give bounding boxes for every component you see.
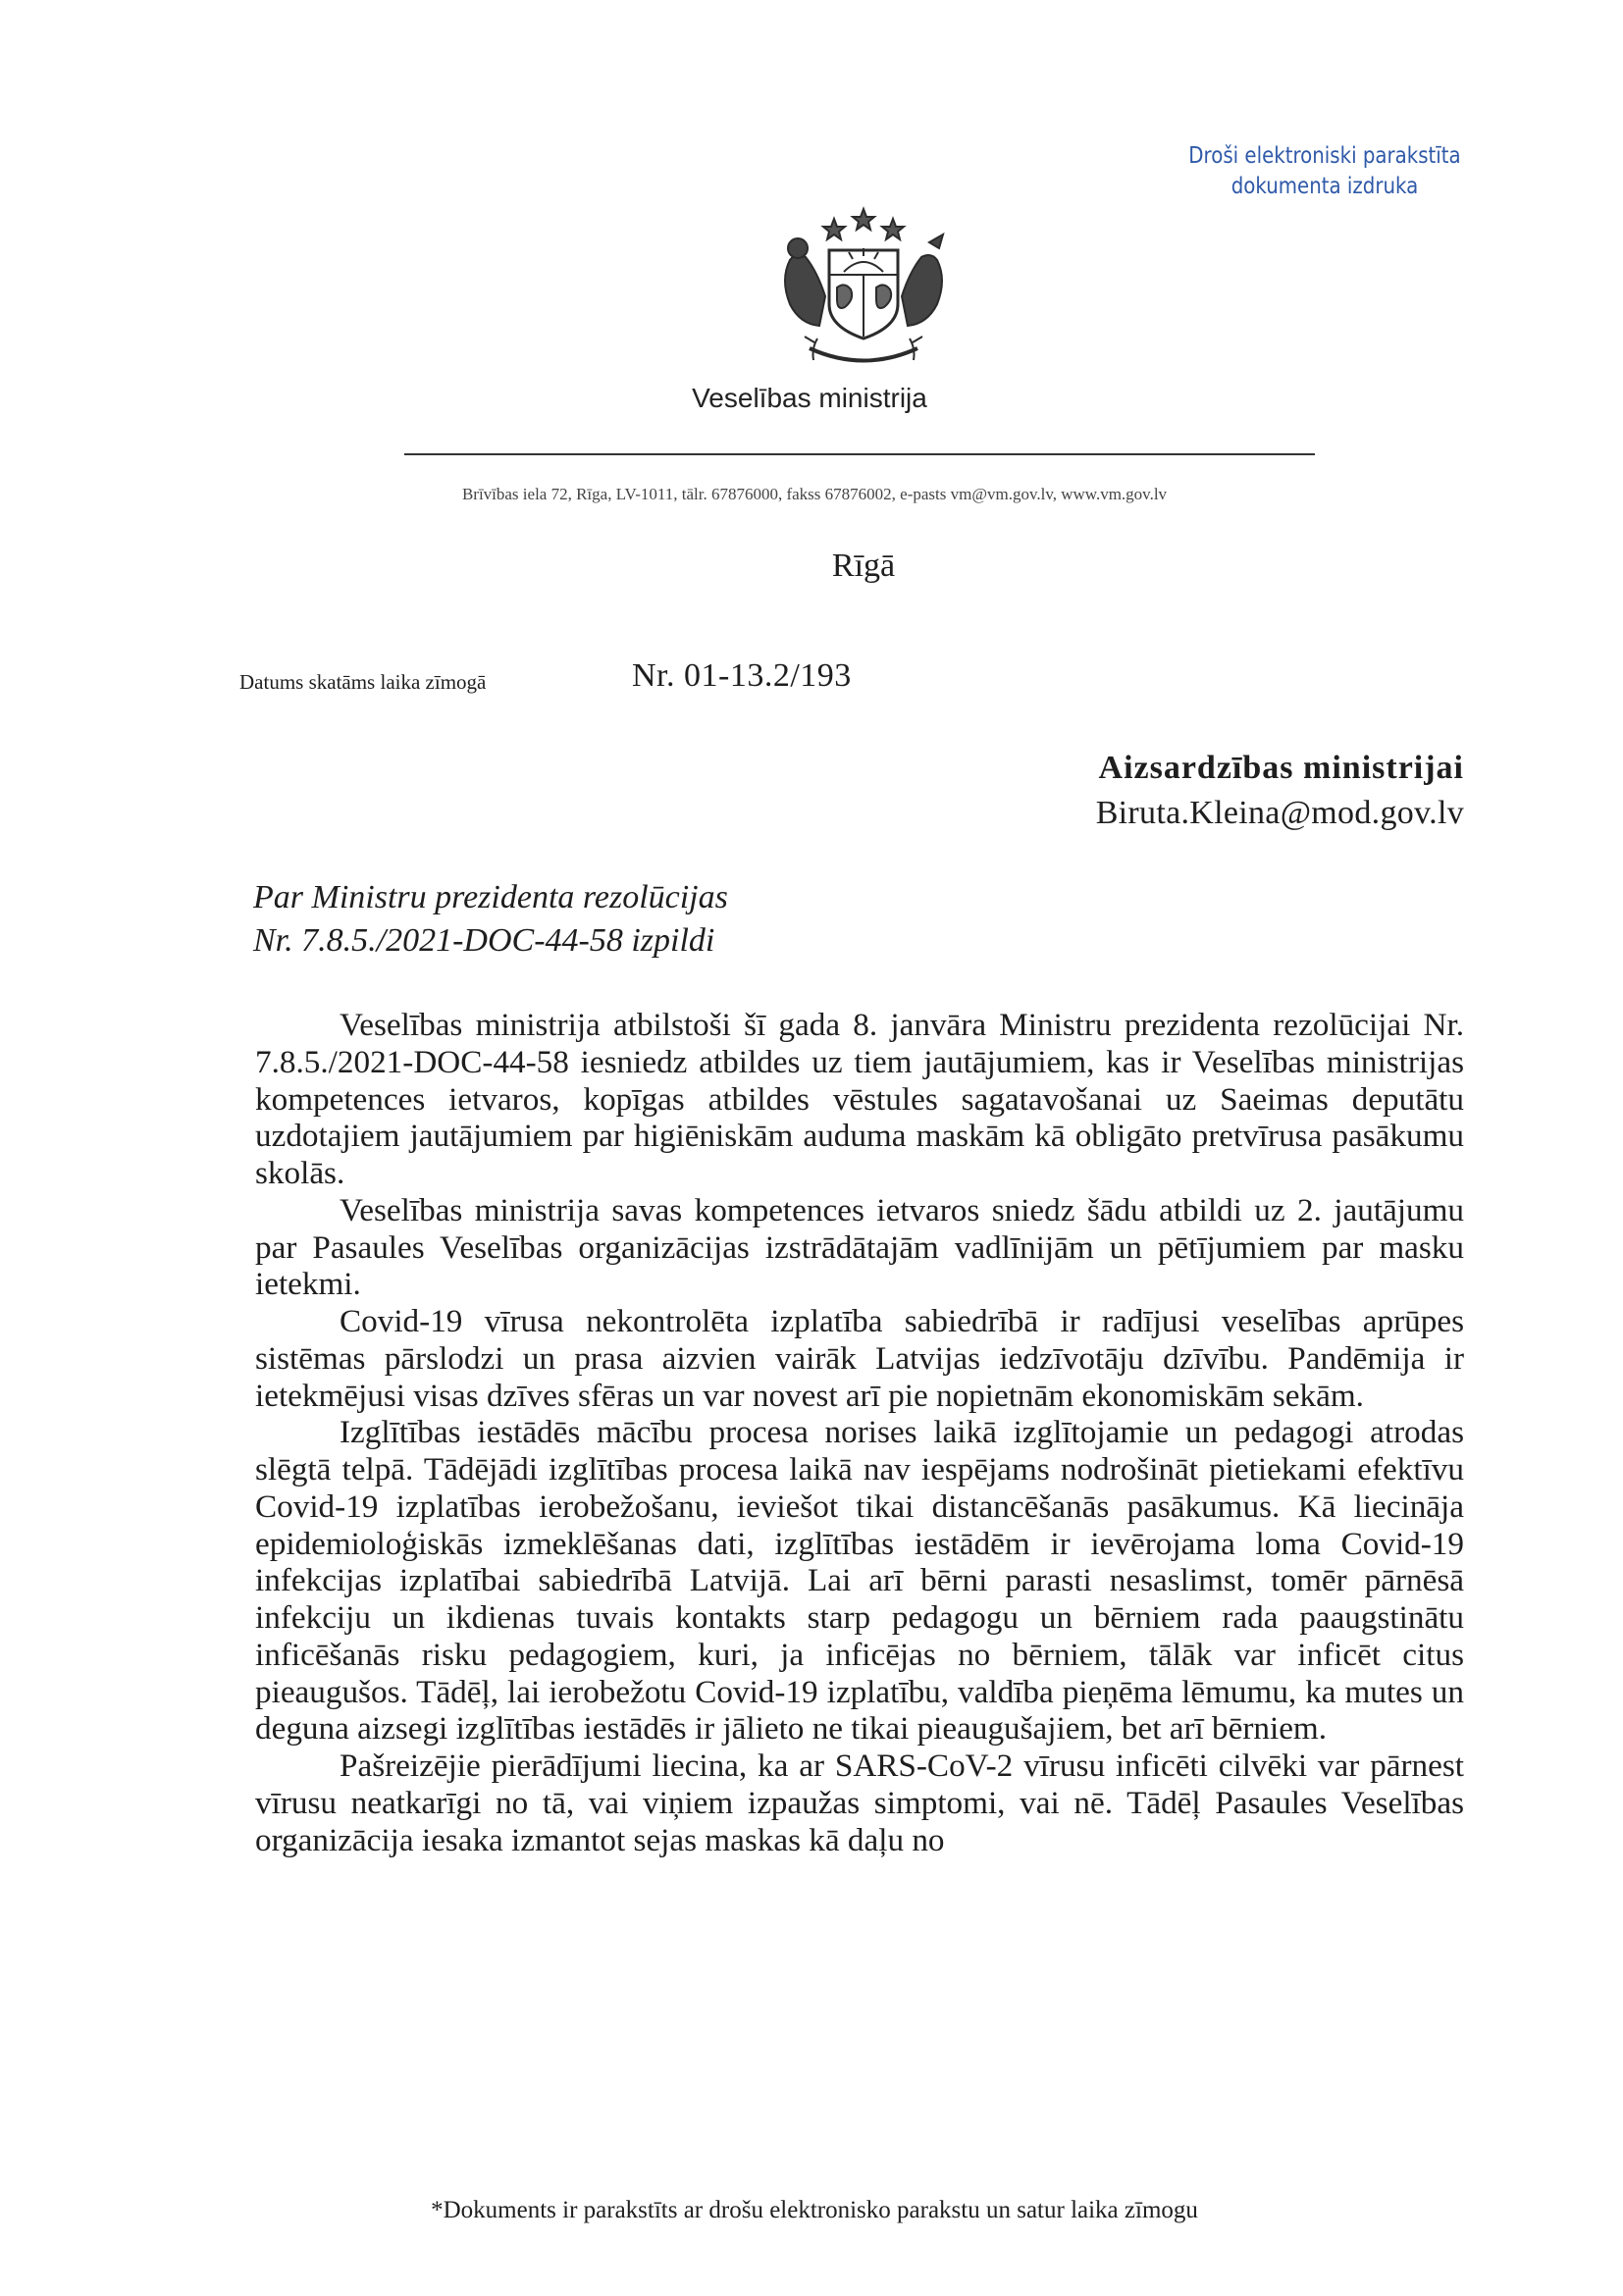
recipient-block	[1096, 746, 1464, 836]
header-divider	[404, 453, 1315, 455]
signature-footnote: *Dokuments ir parakstīts ar drošu elektronisko parakstu un satur laika zīmogu	[431, 2197, 1198, 2223]
letter-body	[255, 1007, 1464, 1858]
subject-line-1: Par Ministru prezidenta rezolūcijas	[253, 879, 728, 915]
stamp-line-1: Droši elektroniski parakstīta	[1188, 143, 1461, 169]
stamp-line-2: dokumenta izdruka	[1230, 174, 1419, 199]
recipient-email: Biruta.Kleina@mod.gov.lv	[1095, 795, 1464, 831]
letter-subject	[253, 876, 728, 963]
e-signature-stamp	[1181, 141, 1468, 202]
body-paragraph: Izglītības iestādēs mācību procesa norises laikā izglītojamie un pedagogi atrodas slēgtā telpā. Tādējādi izglītības procesa laikā nav iespējams nodrošināt pietiekami efektīvu Covid-19 izplatības ierobežošanu, ieviešot tikai distancēšanās pasākumus. Kā liecināja epidemioloģiskās izmeklēšanas dati, izglītības iestādēm ir ievērojama loma Covid-19 infekcijas izplatībai sabiedrībā Latvijā. Lai arī bērni parasti nesaslimst, tomēr pārnēsā infekciju un ikdienas tuvais kontakts starp pedagogu un bērniem rada paaugstinātu inficēšanās risku pedagogiem, kuri, ja inficējas no bērniem, tālāk var inficēt citus pieaugušos. Tādēļ, lai ierobežotu Covid-19 izplatību, valdība pieņēma lēmumu, ka mutes un deguna aizsegi izglītības iestādēs ir jālieto ne tikai pieaugušajiem, bet arī bērniem.	[255, 1414, 1464, 1748]
date-label: Datums skatāms laika zīmogā	[239, 670, 487, 694]
recipient-name: Aizsardzības ministrijai	[1098, 750, 1464, 786]
ministry-name: Veselības ministrija	[692, 383, 927, 413]
letter-city: Rīgā	[831, 548, 896, 584]
body-paragraph: Veselības ministrija atbilstoši šī gada 8. janvāra Ministru prezidenta rezolūcijai Nr. 7.8.5./2021-DOC-44-58 iesniedz atbildes uz tiem jautājumiem, kas ir Veselības ministrijas kompetences ietvaros, kopīgas atbildes vēstules sagatavošanai uz Saeimas deputātu uzdotajiem jautājumiem par higiēniskām auduma maskām kā obligāto pretvīrusa pasākumu skolās.	[255, 1007, 1464, 1191]
coat-of-arms-icon	[751, 201, 976, 368]
document-number: Nr. 01-13.2/193	[632, 657, 852, 694]
body-paragraph: Covid-19 vīrusa nekontrolēta izplatība sabiedrībā ir radījusi veselības aprūpes sistēmas pārslodzi un prasa aizvien vairāk Latvijas iedzīvotāju dzīvību. Pandēmija ir ietekmējusi visas dzīves sfēras un var novest arī pie nopietnām ekonomiskām sekām.	[255, 1303, 1464, 1414]
body-paragraph: Pašreizējie pierādījumi liecina, ka ar SARS-CoV-2 vīrusu inficēti cilvēki var pārnest vīrusu neatkarīgi no tā, vai viņiem izpaužas simptomi, vai nē. Tādēļ Pasaules Veselības organizācija iesaka izmantot sejas maskas kā daļu no	[255, 1748, 1464, 1858]
ministry-address: Brīvības iela 72, Rīga, LV-1011, tālr. 67876000, fakss 67876002, e-pasts vm@vm.gov.lv, www.vm.gov.lv	[461, 485, 1168, 503]
body-paragraph: Veselības ministrija savas kompetences ietvaros sniedz šādu atbildi uz 2. jautājumu par Pasaules Veselības organizācijas izstrādātajām vadlīnijām un pētījumiem par masku ietekmi.	[255, 1191, 1464, 1303]
subject-line-2: Nr. 7.8.5./2021-DOC-44-58 izpildi	[253, 922, 715, 959]
